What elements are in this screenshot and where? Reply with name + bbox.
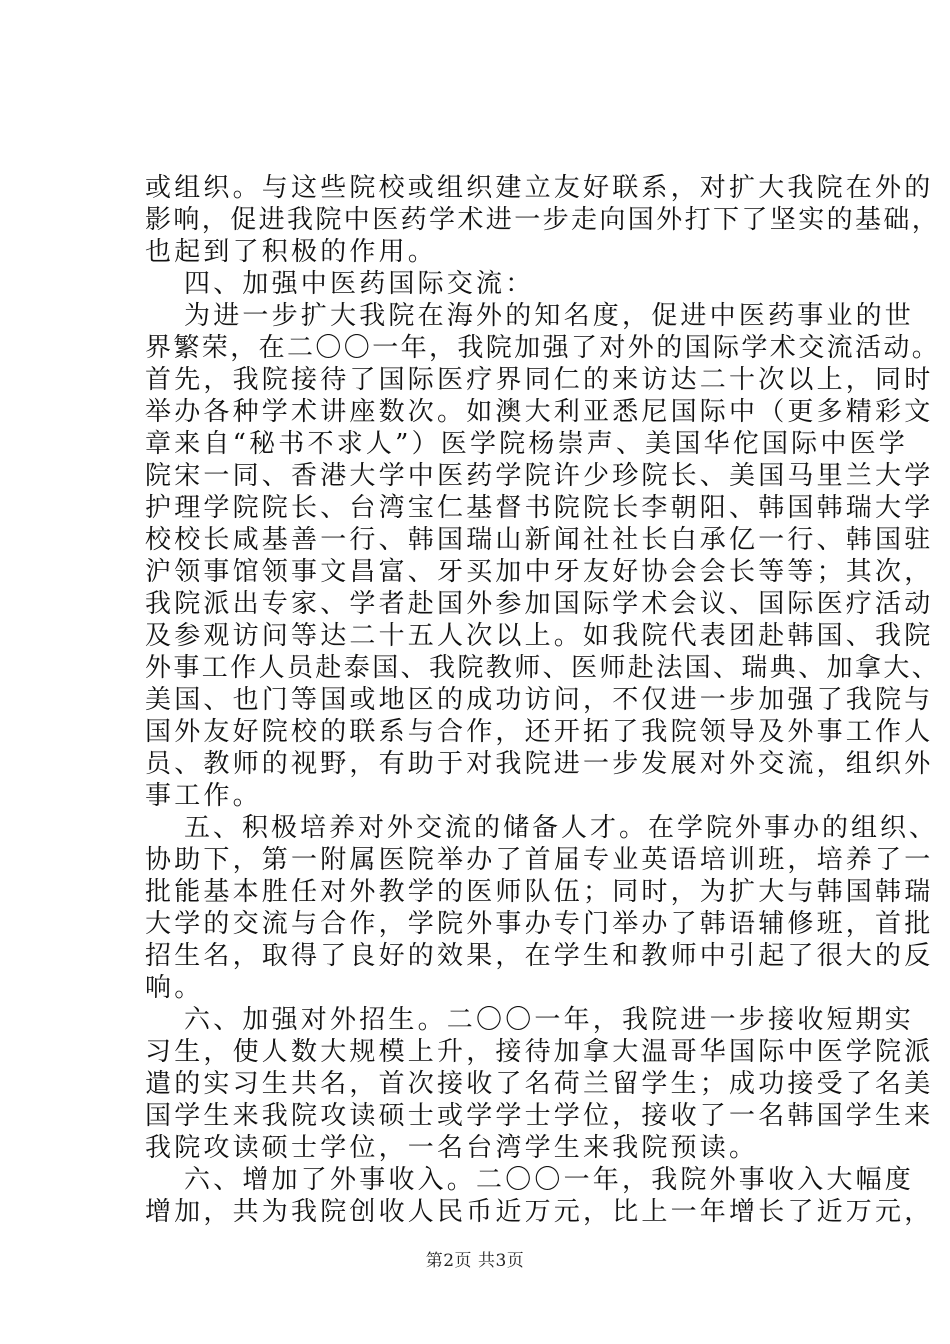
paragraph-line: 或组织。与这些院校或组织建立友好联系，对扩大我院在外的 (145, 173, 934, 203)
paragraph-line: 增加，共为我院创收人民币近万元，比上一年增长了近万元， (145, 1197, 934, 1227)
paragraph-line: 校校长咸基善一行、韩国瑞山新闻社社长白承亿一行、韩国驻 (145, 525, 934, 555)
paragraph-line: 大学的交流与合作，学院外事办专门举办了韩语辅修班，首批 (145, 909, 934, 939)
paragraph-line: 国外友好院校的联系与合作，还开拓了我院领导及外事工作人 (145, 717, 934, 747)
paragraph-line: 也起到了积极的作用。 (145, 237, 438, 267)
section-heading: 五、积极培养对外交流的储备人才。在学院外事办的组织、 (184, 813, 939, 843)
paragraph-line: 遣的实习生共名，首次接收了名荷兰留学生；成功接受了名美 (145, 1069, 934, 1099)
paragraph-line: 影响，促进我院中医药学术进一步走向国外打下了坚实的基础， (145, 205, 941, 235)
paragraph-line: 批能基本胜任对外教学的医师队伍；同时，为扩大与韩国韩瑞 (145, 877, 934, 907)
paragraph-line: 我院派出专家、学者赴国外参加国际学术会议、国际医疗活动 (145, 589, 934, 619)
paragraph-line: 我院攻读硕士学位，一名台湾学生来我院预读。 (145, 1133, 759, 1163)
paragraph-line: 习生，使人数大规模上升，接待加拿大温哥华国际中医学院派 (145, 1037, 934, 1067)
paragraph-line: 外事工作人员赴泰国、我院教师、医师赴法国、瑞典、加拿大、 (145, 653, 941, 683)
paragraph-line: 院宋一同、香港大学中医药学院许少珍院长、美国马里兰大学 (145, 461, 934, 491)
paragraph-line: 章来自“秘书不求人”）医学院杨崇声、美国华佗国际中医学 (145, 429, 908, 459)
section-heading: 四、加强中医药国际交流： (184, 269, 535, 299)
paragraph-line: 护理学院院长、台湾宝仁基督书院院长李朝阳、韩国韩瑞大学 (145, 493, 934, 523)
paragraph-line: 美国、也门等国或地区的成功访问，不仅进一步加强了我院与 (145, 685, 934, 715)
paragraph-line: 招生名，取得了良好的效果，在学生和教师中引起了很大的反 (145, 941, 934, 971)
paragraph-line: 界繁荣，在二〇〇一年，我院加强了对外的国际学术交流活动。 (145, 333, 941, 363)
page-number-footer: 第2页 共3页 (425, 1251, 525, 1271)
paragraph-line: 事工作。 (145, 781, 262, 811)
paragraph-line: 举办各种学术讲座数次。如澳大利亚悉尼国际中（更多精彩文 (145, 397, 934, 427)
paragraph-line: 及参观访问等达二十五人次以上。如我院代表团赴韩国、我院 (145, 621, 934, 651)
paragraph-line: 首先，我院接待了国际医疗界同仁的来访达二十次以上，同时 (145, 365, 934, 395)
paragraph-line: 为进一步扩大我院在海外的知名度，促进中医药事业的世 (184, 301, 915, 331)
paragraph-line: 员、教师的视野，有助于对我院进一步发展对外交流，组织外 (145, 749, 934, 779)
section-heading: 六、增加了外事收入。二〇〇一年，我院外事收入大幅度 (184, 1165, 915, 1195)
paragraph-line: 国学生来我院攻读硕士或学学士学位，接收了一名韩国学生来 (145, 1101, 934, 1131)
paragraph-line: 响。 (145, 973, 204, 1003)
paragraph-line: 沪领事馆领事文昌富、牙买加中牙友好协会会长等等；其次， (145, 557, 934, 587)
paragraph-line: 协助下，第一附属医院举办了首届专业英语培训班，培养了一 (145, 845, 934, 875)
section-heading: 六、加强对外招生。二〇〇一年，我院进一步接收短期实 (184, 1005, 915, 1035)
